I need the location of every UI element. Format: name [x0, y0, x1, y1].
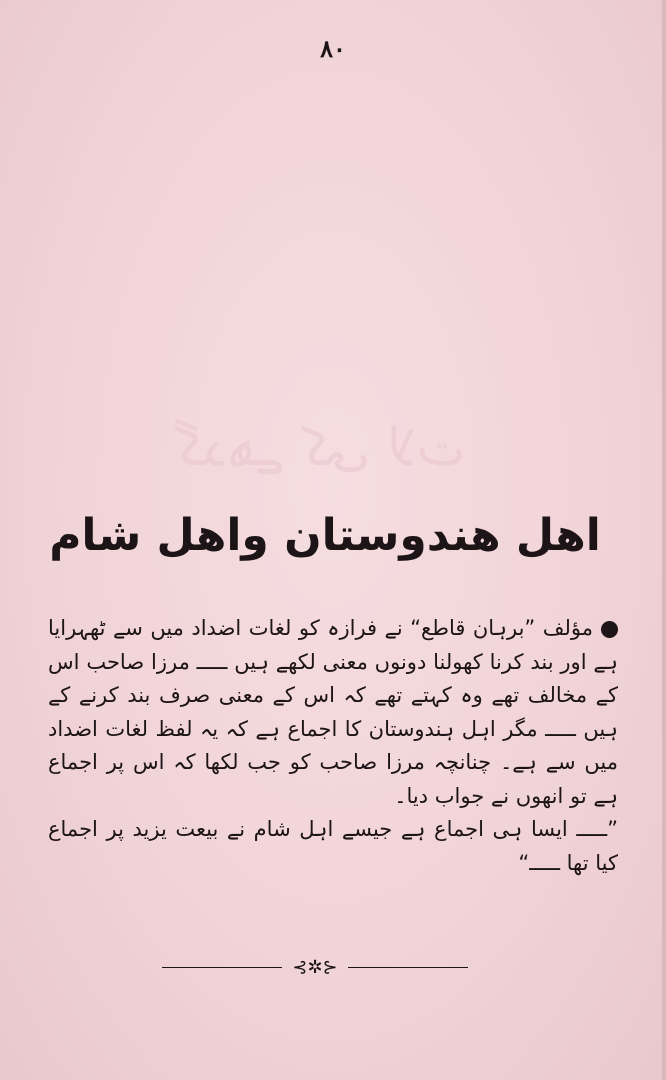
paragraph-text: مؤلف ”برہان قاطع“ نے فرازہ کو لغات اضداد میں سے ٹھہرایا ہے اور بند کرنا کھولنا دونوں معنی لکھے ہیں ـــــ مرزا صاحب اس کے مخالف تھے وہ کہتے تھے کہ اس کے معنی صرف بند کرنے کے ہیں ـــــ مگر اہل ہندوستان کا اجماع ہے کہ یہ لفظ لغات اضداد میں سے ہے۔ چنانچہ مرزا صاحب کو جب لکھا کہ اس پر اجماع ہے تو انھوں نے جواب دیا۔ — [48, 616, 618, 808]
section-divider — [150, 955, 480, 979]
bleed-through-text: گدھے کی لات — [175, 418, 465, 478]
section-heading: اھل ھندوستان واھل شام — [49, 510, 601, 561]
paragraph — [48, 612, 618, 813]
page-edge — [662, 0, 666, 1080]
page-number: ۸۰ — [320, 34, 346, 63]
divider-rule-right — [348, 967, 468, 968]
quotation: ”ـــــ ایسا ہی اجماع ہے جیسے اہل شام نے بیعت یزید پر اجماع کیا تھا ـــــ“ — [48, 817, 618, 875]
bullet-icon — [601, 621, 618, 638]
body-text — [48, 612, 618, 880]
divider-rule-left — [162, 967, 282, 968]
ornament-icon: ⊰✲⊱ — [292, 956, 338, 978]
